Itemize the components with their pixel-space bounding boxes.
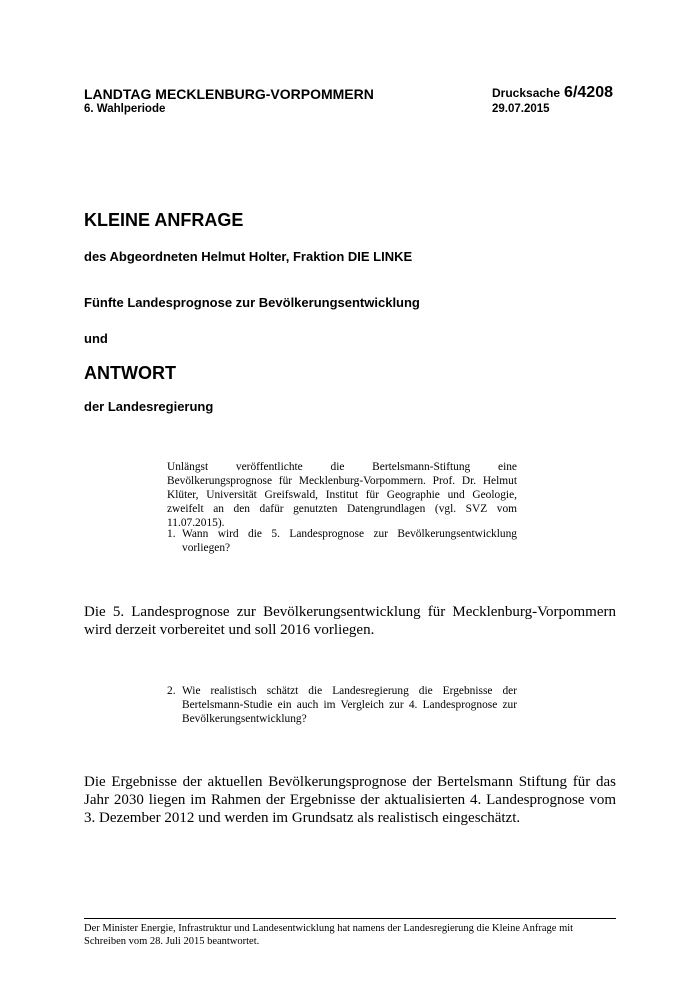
conjunction-und: und <box>84 331 108 346</box>
question-preamble: Unlängst veröffentlichte die Bertelsmann-Stiftung eine Bevölkerungsprognose für Mecklenburg-Vorpommern. Prof. Dr. Helmut Klüter, Universität Greifswald, Institut für Geographie und Geologie, zweifelt an den dafür genutzten Datengrundlagen (vgl. SVZ vom 11.07.2015). <box>167 461 517 529</box>
heading-antwort: ANTWORT <box>84 363 176 383</box>
document-date: 29.07.2015 <box>492 103 550 115</box>
document-number-label: Drucksache <box>492 86 561 100</box>
question-1-number: 1. <box>167 528 176 540</box>
question-2-number: 2. <box>167 685 176 697</box>
question-2-text: Wie realistisch schätzt die Landesregierung die Ergebnisse der Bertelsmann-Studie ein auch im Vergleich zur 4. Landesprognose zur Bevölkerungsentwicklung? <box>182 685 517 725</box>
subject-line: Fünfte Landesprognose zur Bevölkerungsentwicklung <box>84 295 420 310</box>
legislative-period: 6. Wahlperiode <box>84 103 166 115</box>
footnote: Der Minister Energie, Infrastruktur und Landesentwicklung hat namens der Landesregierung die Kleine Anfrage mit Schreiben vom 28. Juli 2015 beantwortet. <box>84 923 574 947</box>
question-2 <box>167 684 517 726</box>
question-1-text: Wann wird die 5. Landesprognose zur Bevölkerungsentwicklung vorliegen? <box>182 528 517 554</box>
document-number-value: 6/4208 <box>564 84 613 101</box>
parliament-name: LANDTAG MECKLENBURG-VORPOMMERN <box>84 86 374 102</box>
answer-2: Die Ergebnisse der aktuellen Bevölkerungsprognose der Bertelsmann Stiftung für das Jahr 2030 liegen im Rahmen der Ergebnisse der aktualisierten 4. Landesprognose vom 3. Dezember 2012 und werden im Grundsatz als realistisch eingeschätzt. <box>84 774 616 826</box>
footnote-divider <box>84 918 616 919</box>
heading-kleine-anfrage: KLEINE ANFRAGE <box>84 210 244 230</box>
document-number <box>492 84 613 102</box>
question-1 <box>167 527 517 555</box>
answer-1: Die 5. Landesprognose zur Bevölkerungsentwicklung für Mecklenburg-Vorpommern wird derzeit vorbereitet und soll 2016 vorliegen. <box>84 604 616 638</box>
respondent-line: der Landesregierung <box>84 399 214 414</box>
author-line: des Abgeordneten Helmut Holter, Fraktion DIE LINKE <box>84 249 413 264</box>
